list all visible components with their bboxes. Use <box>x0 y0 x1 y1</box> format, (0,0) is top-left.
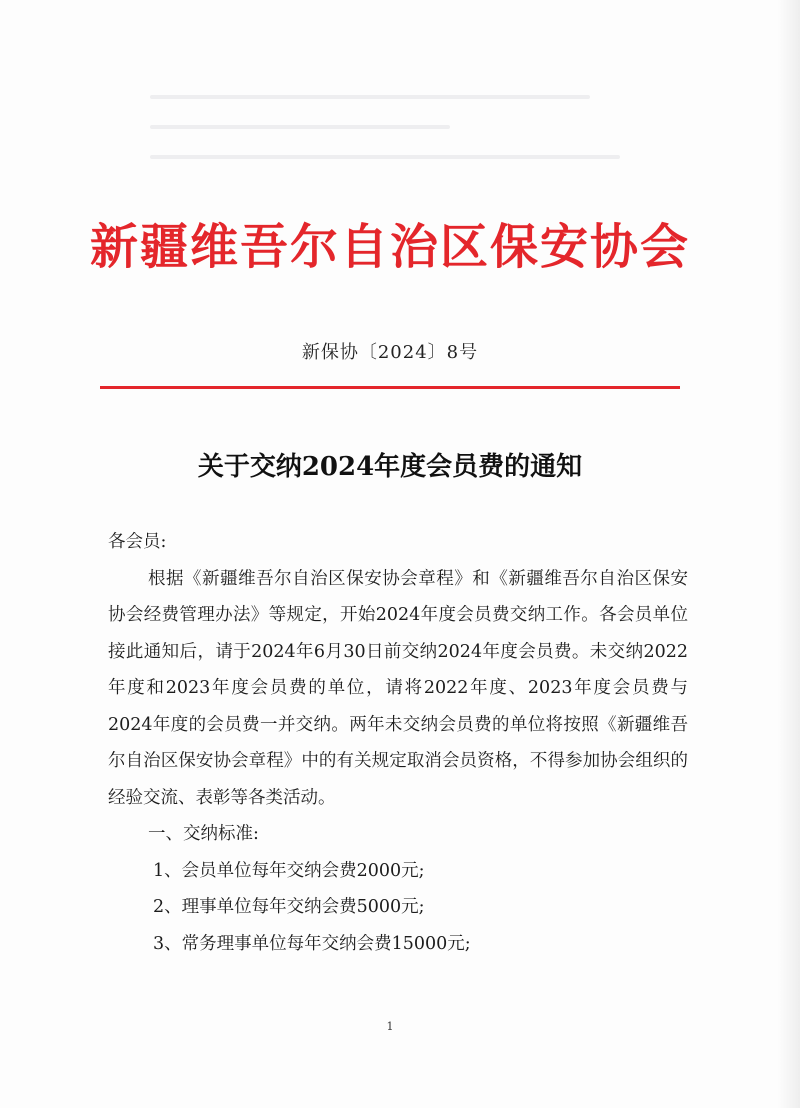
salutation: 各会员: <box>108 532 167 552</box>
fee-item-member: 1、会员单位每年交纳会费2000元; <box>153 860 425 881</box>
organization-header: 新疆维吾尔自治区保安协会 <box>89 219 690 275</box>
bleed-through-marks <box>150 95 650 185</box>
scan-edge-shadow <box>778 0 800 1108</box>
fee-item-executive-director: 3、常务理事单位每年交纳会费15000元; <box>153 933 471 954</box>
section-heading: 一、交纳标准: <box>148 824 259 844</box>
body-paragraph: 根据《新疆维吾尔自治区保安协会章程》和《新疆维吾尔自治区保安协会经费管理办法》等规定，开始2024年度会员费交纳工作。各会员单位接此通知后，请于2024年6月30日前交纳2024年度会员费。未交纳2022年度和2023年度会员费的单位，请将2022年度、2023年度会员费与2024年度的会员费一并交纳。两年未交纳会员费的单位将按照《新疆维吾尔自治区保安协会章程》中的有关规定取消会员资格，不得参加协会组织的经验交流、表彰等各类活动。 <box>108 568 688 808</box>
document-number: 新保协〔2024〕8号 <box>301 342 479 363</box>
page-number: 1 <box>386 1020 394 1033</box>
notice-title: 关于交纳2024年度会员费的通知 <box>197 452 583 482</box>
notice-body <box>108 524 688 962</box>
fee-item-director: 2、理事单位每年交纳会费5000元; <box>153 897 425 917</box>
red-divider-line <box>100 386 680 389</box>
